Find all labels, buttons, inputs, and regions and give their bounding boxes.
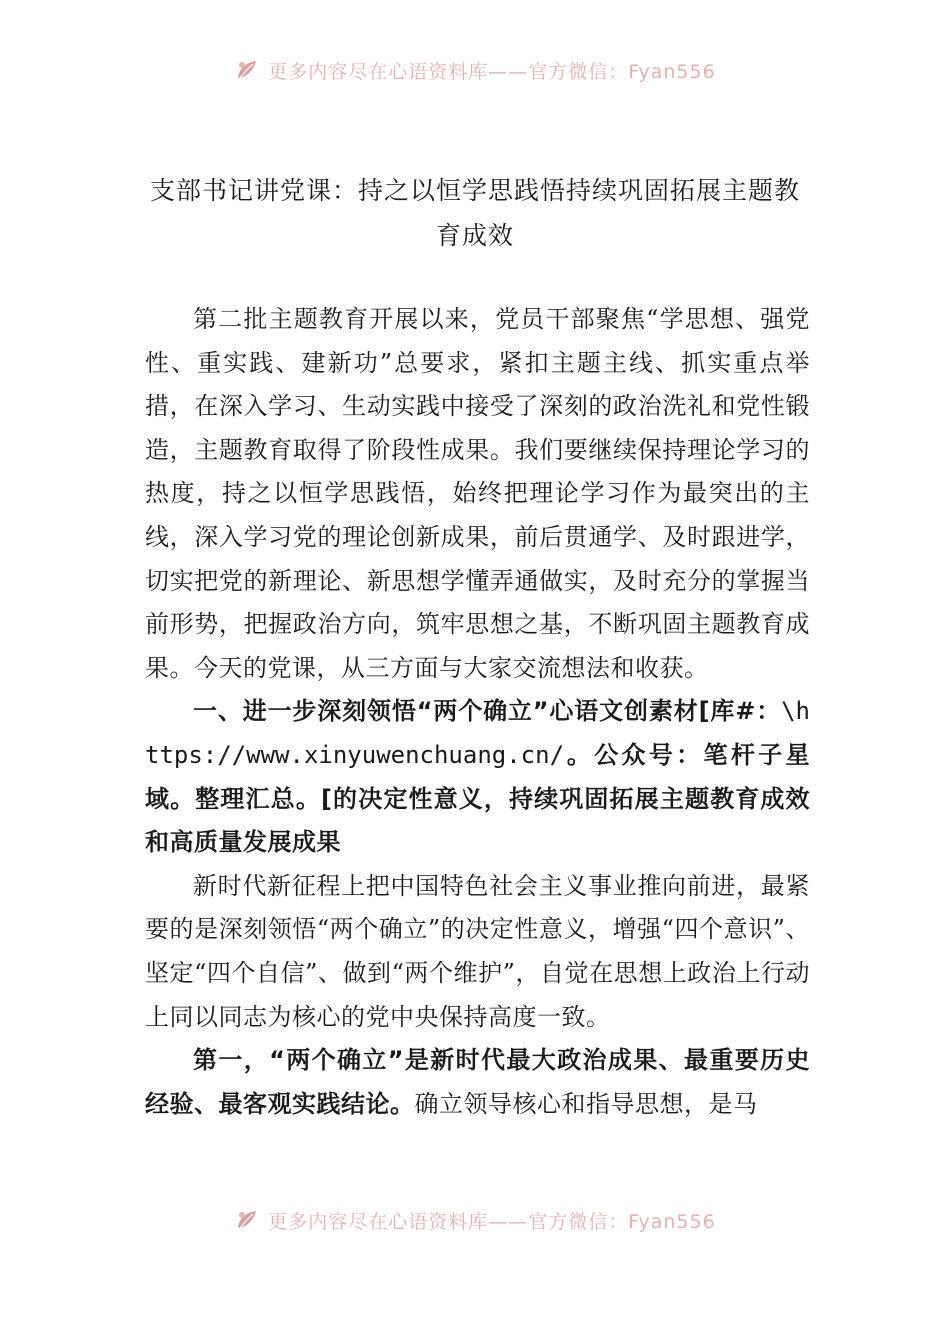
paragraph-3-rest: 确立领导核心和指导思想，是马 <box>414 1089 758 1118</box>
intro-paragraph: 第二批主题教育开展以来，党员干部聚焦“学思想、强党性、重实践、建新功”总要求，紧扣主题主线、抓实重点举措，在深入学习、生动实践中接受了深刻的政治洗礼和党性锻造，主题教育取得了阶段性成果。我们要继续保持理论学习的热度，持之以恒学思践悟，始终把理论学习作为最突出的主线，深入学习党的理论创新成果，前后贯通学、及时跟进学，切实把党的新理论、新思想学懂弄通做实，及时充分的掌握当前形势，把握政治方向，筑牢思想之基，不断巩固主题教育成果。今天的党课，从三方面与大家交流想法和收获。 <box>145 305 810 682</box>
heading-text-part2: 。公众号：笔杆子星域。整理汇总。[的决定性意义，持续巩固拓展主题教育成效和高质量发展成果 <box>145 740 810 857</box>
section-heading-1 <box>145 690 810 864</box>
watermark-text: 更多内容尽在心语资料库——官方微信：Fyan556 <box>268 60 716 83</box>
body-paragraph-2: 新时代新征程上把中国特色社会主义事业推向前进，最紧要的是深刻领悟“两个确立”的决定性意义，增强“四个意识”、坚定“四个自信”、做到“两个维护”，自觉在思想上政治上行动上同以同志为核心的党中央保持高度一致。 <box>145 871 810 1031</box>
heading-url: \https://www.xinyuwenchuang.cn/ <box>145 697 810 769</box>
leaf-logo-icon <box>234 57 260 83</box>
document-body <box>145 298 810 1126</box>
leaf-logo-icon <box>234 1207 260 1233</box>
watermark-header <box>0 54 950 86</box>
watermark-footer <box>0 1204 950 1236</box>
document-title: 支部书记讲党课：持之以恒学思践悟持续巩固拓展主题教育成效 <box>149 176 800 250</box>
heading-text-part1: 一、进一步深刻领悟“两个确立”心语文创素材[库#： <box>193 697 782 726</box>
watermark-text: 更多内容尽在心语资料库——官方微信：Fyan556 <box>268 1210 716 1233</box>
body-paragraph-3 <box>145 1039 810 1126</box>
paragraph-3-lead: 第一，“两个确立”是新时代最大政治成果、最重要历史经验、最客观实践结论。 <box>145 1046 810 1118</box>
